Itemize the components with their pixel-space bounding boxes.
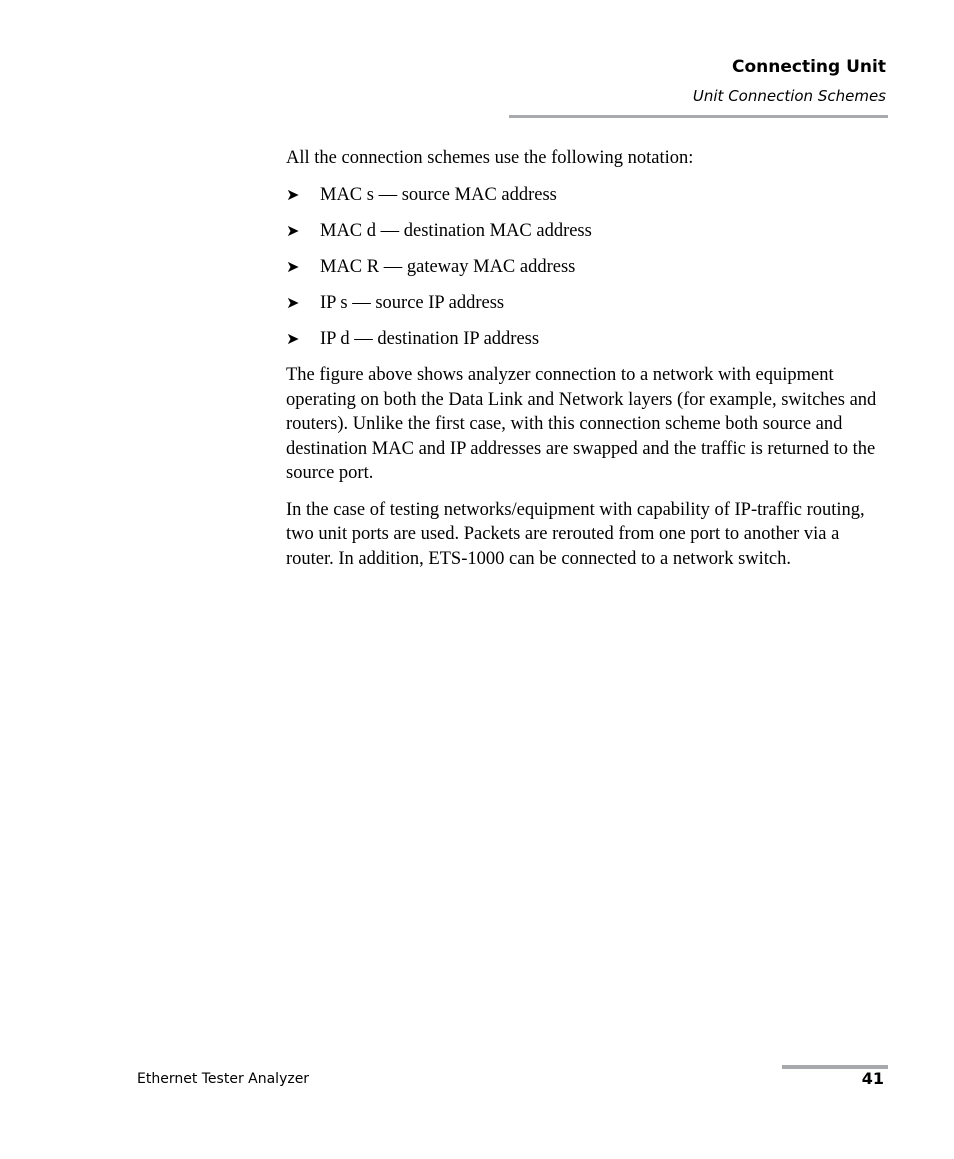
list-item-text: IP d — destination IP address xyxy=(320,328,540,349)
arrowhead-bullet-icon: ➤ xyxy=(286,292,300,312)
arrowhead-bullet-icon: ➤ xyxy=(286,328,300,348)
arrowhead-bullet-icon: ➤ xyxy=(286,256,300,276)
chapter-title: Connecting Unit xyxy=(732,57,886,77)
body-paragraph-1: The figure above shows analyzer connection to a network with equipment operating on both the Data Link and Network layers (for example, switches and routers). Unlike the first case, with this connection scheme both source and destination MAC and IP addresses are swapped and the traffic is returned to the source port. xyxy=(286,365,877,483)
list-item xyxy=(286,255,884,280)
footer-document-title: Ethernet Tester Analyzer xyxy=(137,1071,310,1087)
arrowhead-bullet-icon: ➤ xyxy=(286,184,300,204)
body-paragraph-2: In the case of testing networks/equipment with capability of IP-traffic routing, two unit ports are used. Packets are rerouted from one port to another via a router. In addition, ETS-1000 can be connected to a network switch. xyxy=(286,499,865,569)
list-item xyxy=(286,183,884,208)
list-item xyxy=(286,327,884,352)
notation-list xyxy=(286,183,884,352)
intro-paragraph: All the connection schemes use the following notation: xyxy=(286,148,694,168)
list-item-text: IP s — source IP address xyxy=(320,292,505,313)
list-item-text: MAC R — gateway MAC address xyxy=(320,256,576,277)
header-divider xyxy=(509,115,888,118)
section-title: Unit Connection Schemes xyxy=(692,87,886,105)
arrowhead-bullet-icon: ➤ xyxy=(286,220,300,240)
list-item xyxy=(286,219,884,244)
main-content xyxy=(286,146,884,583)
page-number: 41 xyxy=(861,1069,884,1088)
list-item xyxy=(286,291,884,316)
list-item-text: MAC d — destination MAC address xyxy=(320,220,592,241)
list-item-text: MAC s — source MAC address xyxy=(320,184,557,205)
